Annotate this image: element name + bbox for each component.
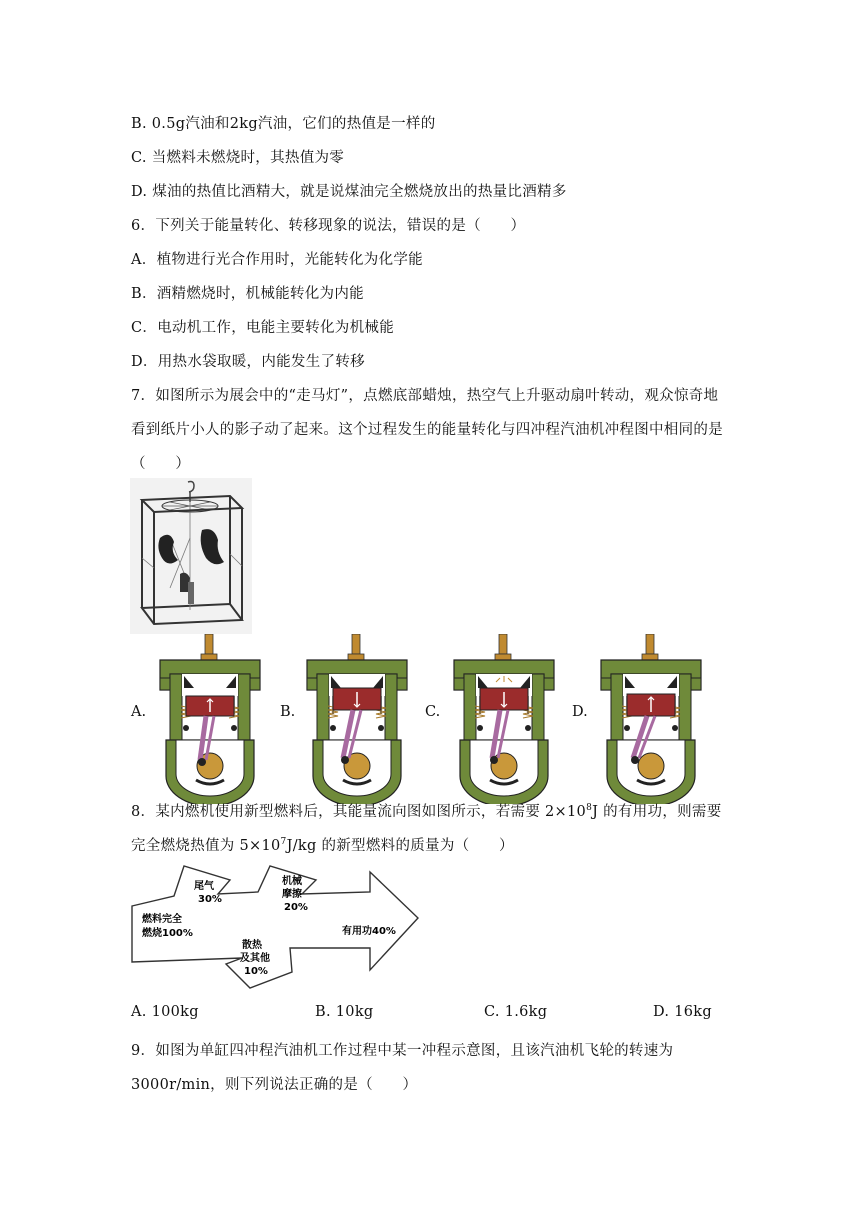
lantern-figure <box>130 478 252 634</box>
engine-diagram-d <box>591 634 711 804</box>
engine-label-d: D. <box>572 704 588 720</box>
q6-option-d: D．用热水袋取暖，内能发生了转移 <box>131 354 365 370</box>
engine-label-c: C. <box>425 704 441 720</box>
exhaust-label-2: 30% <box>198 894 222 905</box>
engine-diagram-b <box>297 634 417 804</box>
q7-stem-line2: 看到纸片小人的影子动了起来。这个过程发生的能量转化与四冲程汽油机冲程图中相同的是 <box>131 422 723 438</box>
q8-choice-c: C. 1.6kg <box>484 1004 548 1020</box>
friction-label-2: 摩擦 <box>282 889 302 900</box>
q5-option-c: C. 当燃料未燃烧时，其热值为零 <box>131 150 345 166</box>
q8-stem-line1: 8．某内燃机使用新型燃料后，其能量流向图如图所示，若需要 $2\times 10^8J$ 的有用功，则需要 <box>131 803 722 820</box>
q7-stem-line3: （ ） <box>131 456 191 472</box>
friction-label-1: 机械 <box>282 876 302 887</box>
engine-label-b: B. <box>280 704 296 720</box>
q9-stem-line1: 9．如图为单缸四冲程汽油机工作过程中某一冲程示意图，且该汽油机飞轮的转速为 <box>131 1043 674 1059</box>
heat-label-1: 散热 <box>242 940 262 951</box>
exhaust-label-1: 尾气 <box>194 881 214 892</box>
q8-stem-line2: 完全燃烧热值为 $5\times 10^7J/kg$ 的新型燃料的质量为（ ） <box>131 837 514 854</box>
useful-work-label: 有用功40% <box>342 926 396 937</box>
q6-option-b: B．酒精燃烧时，机械能转化为内能 <box>131 286 364 302</box>
heat-label-3: 10% <box>244 966 268 977</box>
q5-option-d: D. 煤油的热值比酒精大，就是说煤油完全燃烧放出的热量比酒精多 <box>131 184 567 200</box>
q8-choice-a: A. 100kg <box>131 1004 199 1020</box>
q8-choice-d: D. 16kg <box>653 1004 712 1020</box>
fuel-label-1: 燃料完全 <box>142 914 182 925</box>
engine-label-a: A. <box>131 704 147 720</box>
q7-stem-line1: 7．如图所示为展会中的“走马灯”，点燃底部蜡烛，热空气上升驱动扇叶转动，观众惊奇地 <box>131 388 719 404</box>
engine-diagram-c <box>444 634 564 804</box>
friction-label-3: 20% <box>284 902 308 913</box>
fuel-label-2: 燃烧100% <box>142 928 193 939</box>
q9-stem-line2: 3000r/min，则下列说法正确的是（ ） <box>131 1077 418 1093</box>
q6-option-c: C．电动机工作，电能主要转化为机械能 <box>131 320 394 336</box>
q8-choice-b: B. 10kg <box>315 1004 374 1020</box>
heat-label-2: 及其他 <box>240 953 270 964</box>
q6-option-a: A．植物进行光合作用时，光能转化为化学能 <box>131 252 423 268</box>
energy-flow-diagram <box>130 862 422 990</box>
q5-option-b: B. 0.5g汽油和2kg汽油，它们的热值是一样的 <box>131 116 436 132</box>
engine-diagram-a <box>150 634 270 804</box>
q6-stem: 6．下列关于能量转化、转移现象的说法，错误的是（ ） <box>131 218 526 234</box>
